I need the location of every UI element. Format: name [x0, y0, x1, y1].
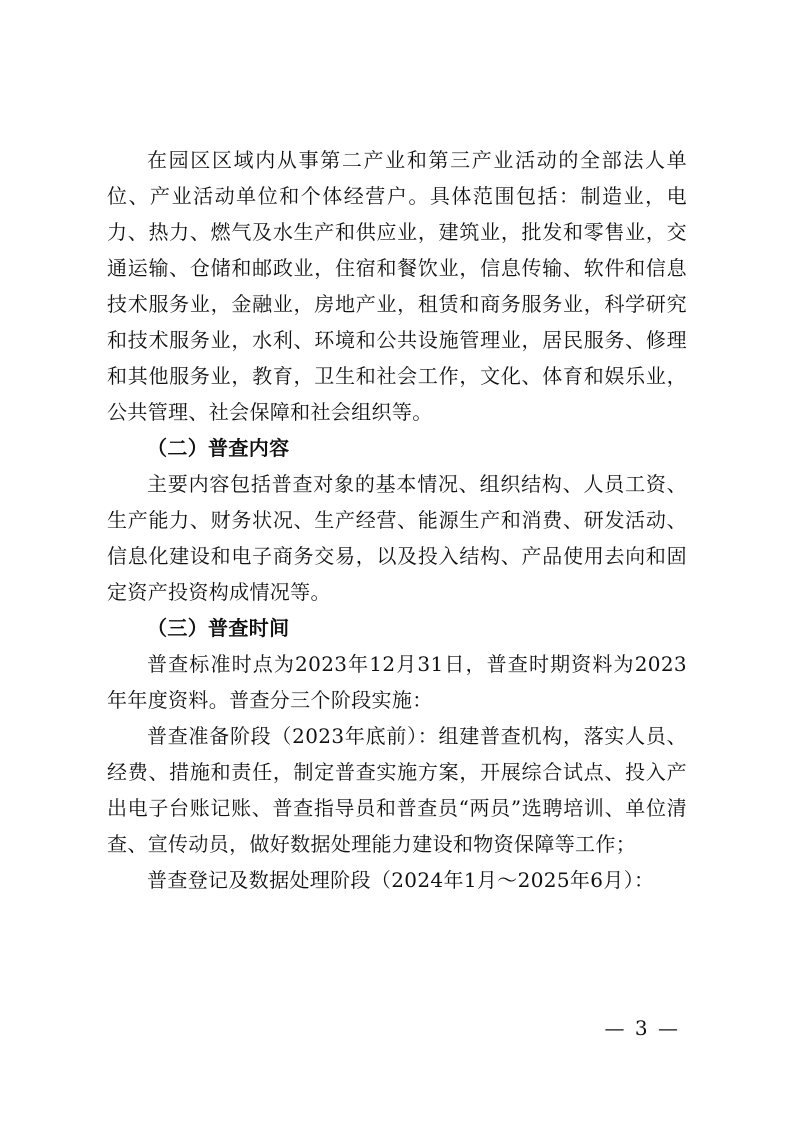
section-heading-census-time: （三）普查时间 — [147, 616, 290, 640]
paragraph-preparation-stage: 普查准备阶段（2023年底前）：组建普查机构，落实人员、经费、措施和责任，制定普查实施方案，开展综合试点、投入产出电子台账记账、普查指导员和普查员“两员”选聘培训、单位清查、宣传动员，做好数据处理能力建设和物资保障等工作； — [107, 724, 687, 856]
page-number: — 3 — — [604, 1016, 680, 1040]
paragraph-census-scope: 在园区区域内从事第二产业和第三产业活动的全部法人单位、产业活动单位和个体经营户。具体范围包括：制造业，电力、热力、燃气及水生产和供应业，建筑业，批发和零售业，交通运输、仓储和邮政业，住宿和餐饮业，信息传输、软件和信息技术服务业，金融业，房地产业，租赁和商务服务业，科学研究和技术服务业，水利、环境和公共设施管理业，居民服务、修理和其他服务业，教育，卫生和社会工作，文化、体育和娱乐业，公共管理、社会保障和社会组织等。 — [107, 148, 687, 424]
document-body — [107, 142, 687, 898]
paragraph-registration-stage: 普查登记及数据处理阶段（2024年1月～2025年6月）： — [147, 868, 655, 892]
paragraph-standard-time: 普查标准时点为2023年12月31日，普查时期资料为2023年年度资料。普查分三个阶段实施： — [107, 652, 687, 712]
section-heading-census-content: （二）普查内容 — [147, 436, 290, 460]
paragraph-census-content: 主要内容包括普查对象的基本情况、组织结构、人员工资、生产能力、财务状况、生产经营、能源生产和消费、研发活动、信息化建设和电子商务交易，以及投入结构、产品使用去向和固定资产投资构成情况等。 — [107, 472, 687, 604]
